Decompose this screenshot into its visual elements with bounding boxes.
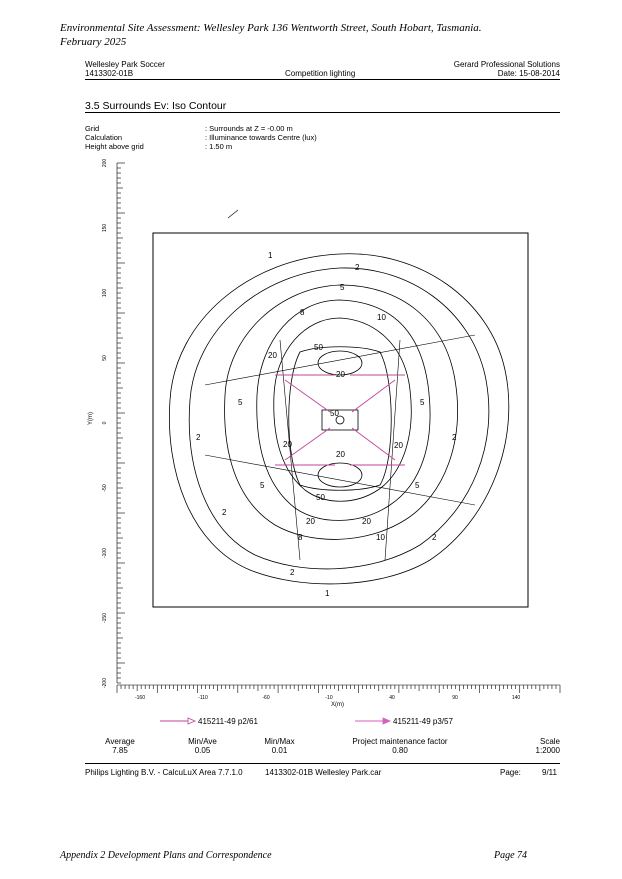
stat-scale-value: 1:2000	[535, 746, 560, 755]
y-tick-label: 50	[102, 355, 108, 361]
legend-label-2: 415211-49 p3/57	[393, 717, 453, 726]
contour-2	[189, 268, 489, 569]
y-axis-ruler	[117, 163, 125, 683]
y-tick-label: 100	[102, 288, 108, 298]
y-tick-label: 0	[102, 421, 108, 425]
contour-label: 20	[268, 351, 277, 360]
contour-label: 20	[394, 441, 403, 450]
x-tick-label: -110	[198, 695, 208, 701]
x-tick-labels	[135, 695, 520, 701]
section-title: 3.5 Surrounds Ev: Iso Contour	[85, 100, 227, 112]
project-code: 1413302-01B	[85, 69, 134, 78]
stat-average-label: Average	[105, 737, 135, 746]
software-name: Philips Lighting B.V. - CalcuLuX Area 7.7.1.0	[85, 768, 243, 777]
contour-label: 5	[340, 283, 345, 292]
y-tick-label: 200	[102, 158, 108, 168]
project-file: 1413302-01B Wellesley Park.car	[265, 768, 382, 777]
stat-average-value: 7.85	[112, 746, 128, 755]
y-tick-label: -200	[102, 677, 108, 689]
appendix-footer: Appendix 2 Development Plans and Correspondence	[60, 850, 272, 861]
x-tick-label: -160	[134, 695, 146, 701]
company-name: Gerard Professional Solutions	[453, 60, 560, 69]
contour-label: 1	[325, 589, 330, 598]
contour-label: 2	[290, 568, 295, 577]
beam-line	[280, 340, 300, 560]
x-axis-label: X(m)	[331, 702, 344, 708]
contour-50-centre	[322, 410, 358, 430]
x-tick-label: 90	[452, 695, 458, 701]
stray-line	[228, 210, 238, 218]
contour-1-outer	[169, 254, 508, 584]
contour-label: 5	[260, 481, 265, 490]
legend-label-1: 415211-49 p2/61	[198, 717, 258, 726]
aiming-arrow	[352, 380, 395, 412]
legend	[160, 717, 453, 726]
calculation-value: : Illuminance towards Centre (lux)	[205, 133, 317, 142]
legend-arrowhead-1	[188, 718, 195, 724]
contour-label: 10	[377, 313, 386, 322]
contour-label: 8	[298, 533, 303, 542]
contour-label: 2	[355, 263, 360, 272]
document-header-line1: Environmental Site Assessment: Wellesley Park 136 Wentworth Street, South Hobart, Tasmania.	[60, 22, 482, 34]
y-axis-label: Y(m)	[88, 412, 94, 425]
contour-label: 5	[238, 398, 243, 407]
y-tick-label: -150	[102, 612, 108, 624]
height-label: Height above grid	[85, 142, 144, 151]
stat-scale-label: Scale	[539, 737, 560, 746]
grid-label: Grid	[85, 124, 100, 133]
stat-minmax-label: Min/Max	[264, 737, 295, 746]
report-date: Date: 15-08-2014	[497, 69, 560, 78]
x-tick-label: -10	[325, 695, 333, 701]
aiming-arrow	[285, 380, 330, 412]
contour-label: 1	[268, 251, 273, 260]
x-tick-label: -60	[262, 695, 270, 701]
page-number: Page 74	[494, 850, 528, 861]
x-tick-label: 140	[511, 695, 521, 701]
report-subject: Competition lighting	[285, 69, 356, 78]
contour-label: 2	[432, 533, 437, 542]
contour-label: 5	[415, 481, 420, 490]
height-value: : 1.50 m	[205, 142, 233, 151]
contour-label: 20	[336, 370, 345, 379]
legend-arrowhead-2	[383, 718, 390, 724]
contour-label: 5	[420, 398, 425, 407]
calculation-label: Calculation	[85, 133, 123, 142]
page-label: Page:	[500, 768, 521, 777]
stat-minmax-value: 0.01	[271, 746, 288, 755]
contour-label: 20	[362, 517, 371, 526]
contour-label: 8	[300, 308, 305, 317]
contour-label: 20	[283, 440, 292, 449]
stat-minave-label: Min/Ave	[188, 737, 217, 746]
footer-rule	[85, 763, 560, 764]
contour-label: 10	[376, 533, 385, 542]
stat-maintenance-value: 0.80	[392, 746, 408, 755]
y-tick-label: -50	[102, 484, 108, 492]
x-tick-label: 40	[389, 695, 395, 701]
beam-line	[205, 455, 475, 505]
y-tick-label: 150	[102, 223, 108, 233]
stat-maintenance-label: Project maintenance factor	[352, 737, 448, 746]
contour-20	[289, 347, 392, 491]
aiming-arrow	[352, 428, 395, 460]
contour-label: 2	[222, 508, 227, 517]
contour-label: 20	[336, 450, 345, 459]
contour-label: 2	[196, 433, 201, 442]
y-tick-label: -100	[102, 547, 108, 559]
page-value: 9/11	[542, 768, 557, 777]
contour-50-bottom	[318, 463, 362, 487]
grid-value: : Surrounds at Z = -0.00 m	[205, 124, 293, 133]
contour-label: 50	[316, 493, 325, 502]
document-header-date: February 2025	[60, 36, 127, 48]
x-axis-ruler	[117, 685, 560, 693]
contour-label: 50	[314, 343, 323, 352]
contour-label: 50	[330, 409, 339, 418]
y-tick-labels	[102, 159, 108, 688]
contour-label: 20	[306, 517, 315, 526]
project-name: Wellesley Park Soccer	[85, 60, 165, 69]
contour-label: 2	[452, 433, 457, 442]
stat-minave-value: 0.05	[194, 746, 211, 755]
